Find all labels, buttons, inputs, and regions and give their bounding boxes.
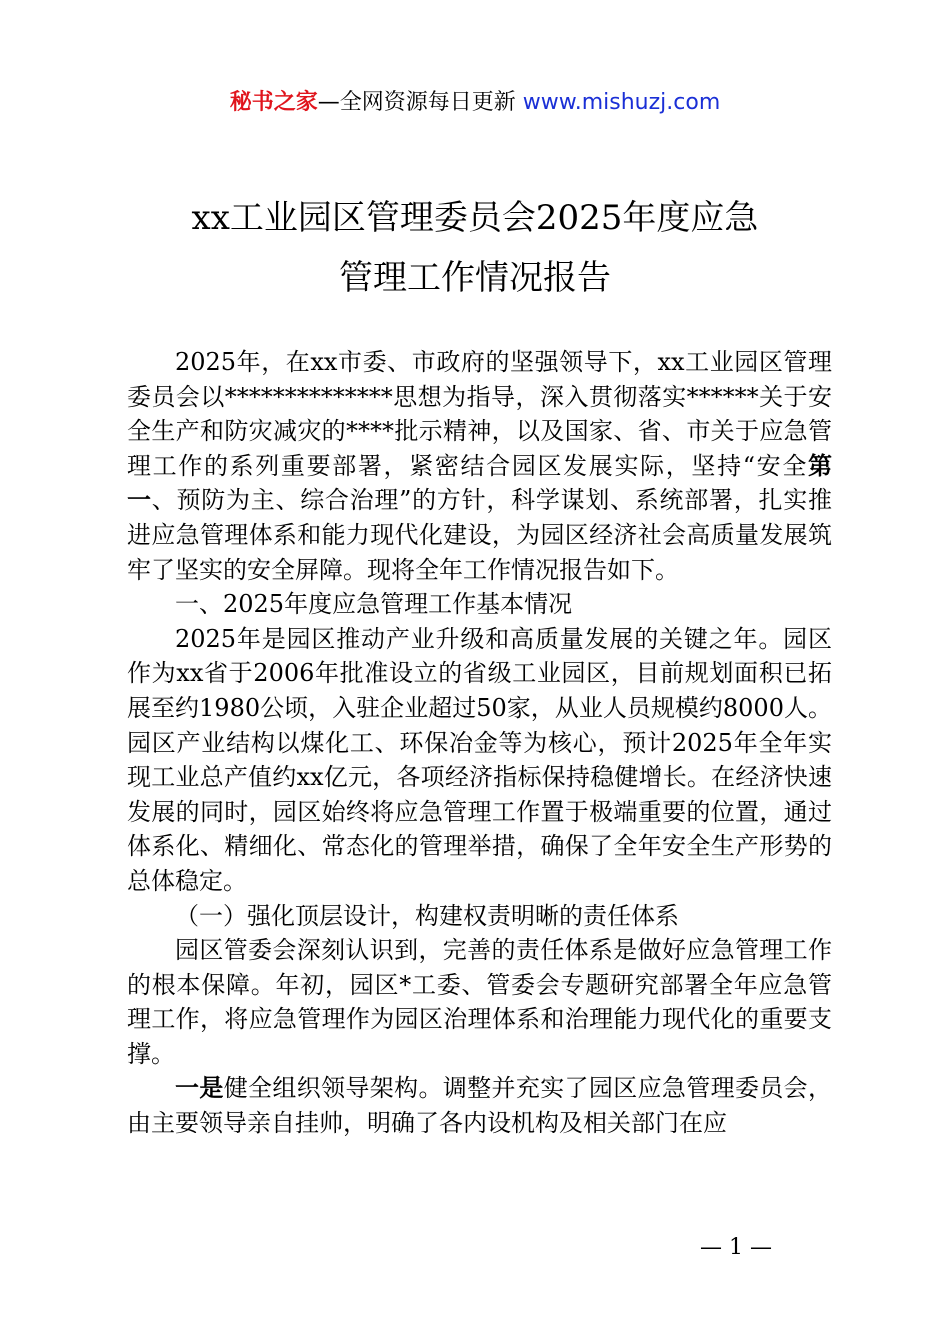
intro-text-b: 、预防为主、综合治理”的方针，科学谋划、系统部署，扎实推进应急管理体系和能力现代化建设，为园区经济社会高质量发展筑牢了坚实的安全屏障。现将全年工作情况报告如下。 <box>127 486 832 584</box>
section1-paragraph: 2025年是园区推动产业升级和高质量发展的关键之年。园区作为xx省于2006年批准设立的省级工业园区，目前规划面积已拓展至约1980公顷，入驻企业超过50家，从业人员规模约8000人。园区产业结构以煤化工、环保冶金等为核心，预计2025年全年实现工业总产值约xx亿元，各项经济指标保持稳健增长。在经济快速发展的同时，园区始终将应急管理工作置于极端重要的位置，通过体系化、精细化、常态化的管理举措，确保了全年安全生产形势的总体稳定。 <box>127 624 832 895</box>
site-brand: 秘书之家 <box>229 90 318 115</box>
intro-paragraph <box>127 345 832 587</box>
site-header <box>0 88 950 118</box>
page-number: — 1 — <box>700 1235 772 1260</box>
title-line-2: 管理工作情况报告 <box>339 258 611 298</box>
intro-bold-text: 第一 <box>127 450 832 515</box>
subsection1-paragraph: 园区管委会深刻认识到，完善的责任体系是做好应急管理工作的根本保障。年初，园区*工委、管委会专题研究部署全年应急管理工作，将应急管理作为园区治理体系和治理能力现代化的重要支撑。 <box>127 936 832 1068</box>
site-url[interactable]: www.mishuzj.com <box>522 90 721 115</box>
intro-text-a: 2025年，在xx市委、市政府的坚强领导下，xx工业园区管理委员会以**************思想为指导，深入贯彻落实******关于安全生产和防灾减灾的****批示精神，以及国家、省、市关于应急管理工作的系列重要部署，紧密结合园区发展实际，坚持“安全 <box>127 348 832 480</box>
site-tagline: —全网资源每日更新 <box>317 90 523 115</box>
subsection1-heading: （一）强化顶层设计，构建权责明晰的责任体系 <box>175 901 679 930</box>
point1-label: 一是 <box>175 1073 224 1103</box>
point1-paragraph <box>127 1071 832 1140</box>
point1-text: 健全组织领导架构。调整并充实了园区应急管理委员会，由主要领导亲自挂帅，明确了各内设机构及相关部门在应 <box>127 1074 833 1138</box>
document-body <box>127 345 832 1141</box>
document-title <box>100 188 850 308</box>
title-line-1: xx工业园区管理委员会2025年度应急 <box>191 198 759 238</box>
section1-heading: 一、2025年度应急管理工作基本情况 <box>175 590 573 619</box>
